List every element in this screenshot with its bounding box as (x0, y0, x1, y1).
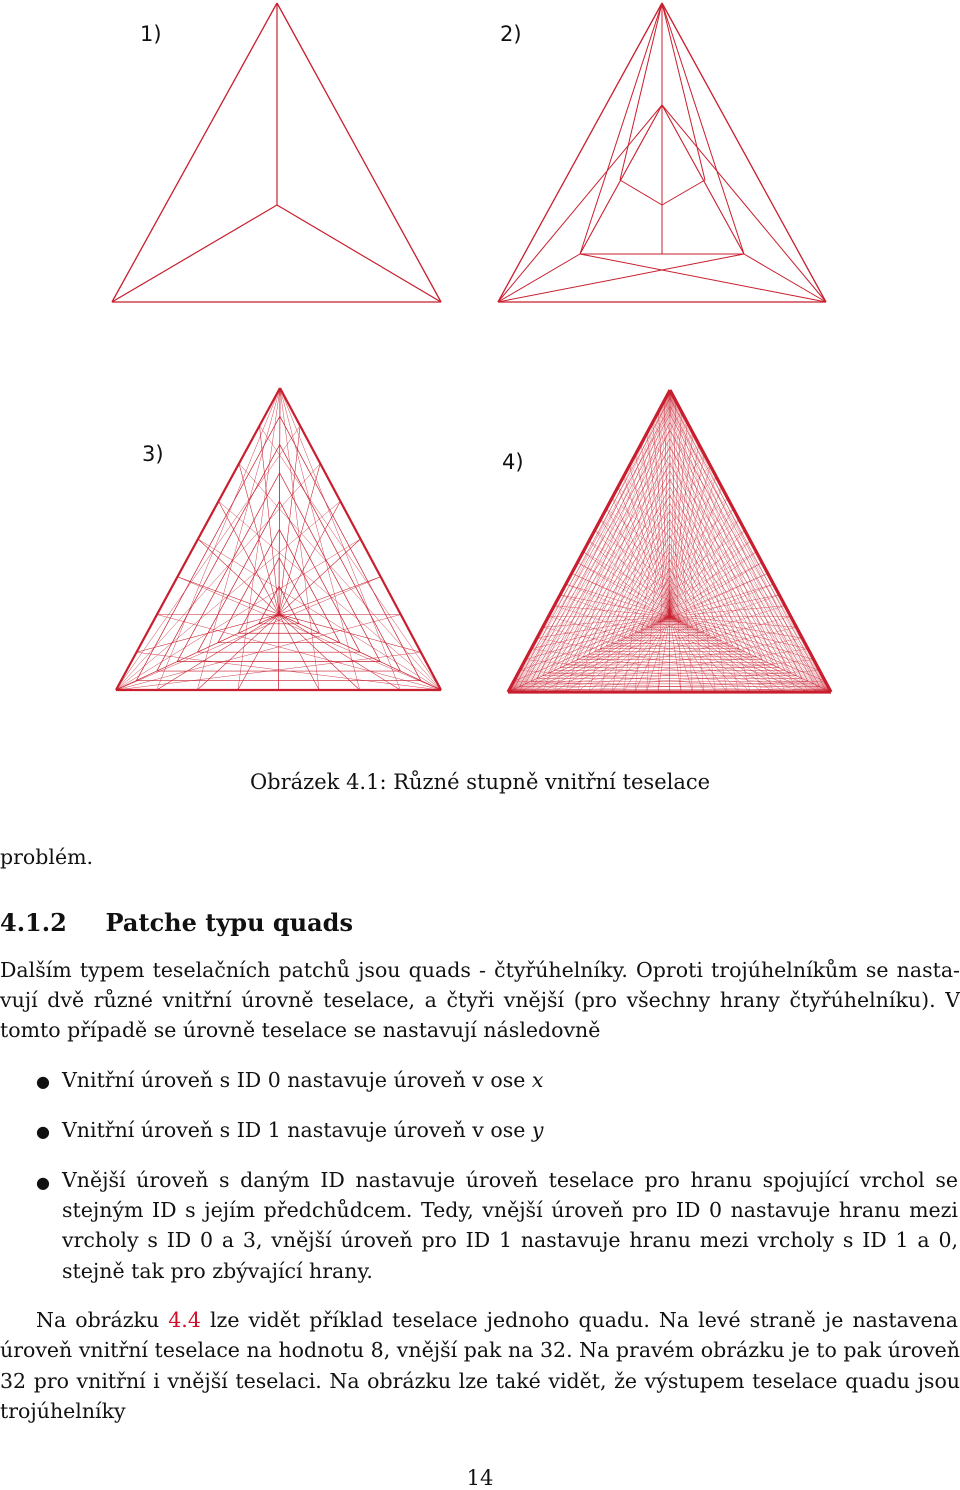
section-number: 4.1.2 (0, 908, 67, 937)
paragraph-2-line-4: trojúhelníky (0, 1399, 126, 1423)
paragraph-2-line-3: 32 pro vnitřní i vnější teselaci. Na obrázku lze také vidět, že výstupem teselace quadu jsou (0, 1369, 960, 1393)
panel-label-1: 1) (140, 22, 162, 46)
section-heading (0, 908, 353, 937)
bullet-1-text: Vnitřní úroveň s ID 0 nastavuje úroveň v ose (62, 1068, 532, 1092)
bullet-2-text: Vnitřní úroveň s ID 1 nastavuje úroveň v ose (62, 1118, 532, 1142)
panel-label-4: 4) (502, 450, 524, 474)
bullet-3-line-4: stejně tak pro zbývající hrany. (62, 1259, 373, 1283)
bullet-item-2 (62, 1115, 543, 1145)
bullet-dot-2: ● (36, 1122, 50, 1141)
panel-4-tessellation (508, 390, 831, 692)
panel-1-tessellation (112, 3, 441, 302)
page-number: 14 (466, 1466, 494, 1490)
intro-line-3: tomto případě se úrovně teselace se nastavují následovně (0, 1018, 601, 1042)
p2-text-b: lze vidět příklad teselace jednoho quadu. Na levé straně je nastavena (200, 1308, 959, 1332)
bullet-dot-1: ● (36, 1072, 50, 1091)
panel-3-tessellation (116, 388, 441, 690)
bullet-3-line-1: Vnější úroveň s daným ID nastavuje úroveň teselace pro hranu spojující vrchol se (62, 1168, 958, 1192)
figure-caption: Obrázek 4.1: Různé stupně vnitřní teselace (249, 770, 711, 794)
paragraph-2-line-1 (36, 1305, 958, 1336)
intro-line-2: vují dvě různé vnitřní úrovně teselace, a čtyři vnější (pro všechny hrany čtyřúhelníku). V (0, 988, 960, 1012)
panel-2-tessellation (498, 3, 826, 302)
previous-paragraph-tail: problém. (0, 845, 94, 869)
panel-label-2: 2) (500, 22, 522, 46)
intro-line-1: Dalším typem teselačních patchů jsou quads - čtyřúhelníky. Oproti trojúhelníkům se nasta- (0, 958, 960, 982)
bullet-2-var: y (531, 1118, 544, 1142)
paragraph-2-line-2: úroveň vnitřní teselace na hodnotu 8, vnější pak na 32. Na pravém obrázku je to pak úroveň (0, 1338, 960, 1362)
bullet-3-line-3: vrcholy s ID 0 a 3, vnější úroveň pro ID 1 nastavuje hranu mezi vrcholy s ID 1 a 0, (62, 1228, 958, 1252)
figure-reference-link[interactable]: 4.4 (168, 1308, 201, 1332)
panel-label-3: 3) (142, 442, 164, 466)
bullet-1-var: x (531, 1068, 544, 1092)
bullet-item-1 (62, 1065, 543, 1095)
p2-text-a: Na obrázku (36, 1308, 169, 1332)
section-title: Patche typu quads (105, 908, 353, 937)
bullet-dot-3: ● (36, 1173, 50, 1192)
bullet-3-line-2: stejným ID s jejím předchůdcem. Tedy, vnější úroveň pro ID 0 nastavuje hranu mezi (62, 1198, 958, 1222)
